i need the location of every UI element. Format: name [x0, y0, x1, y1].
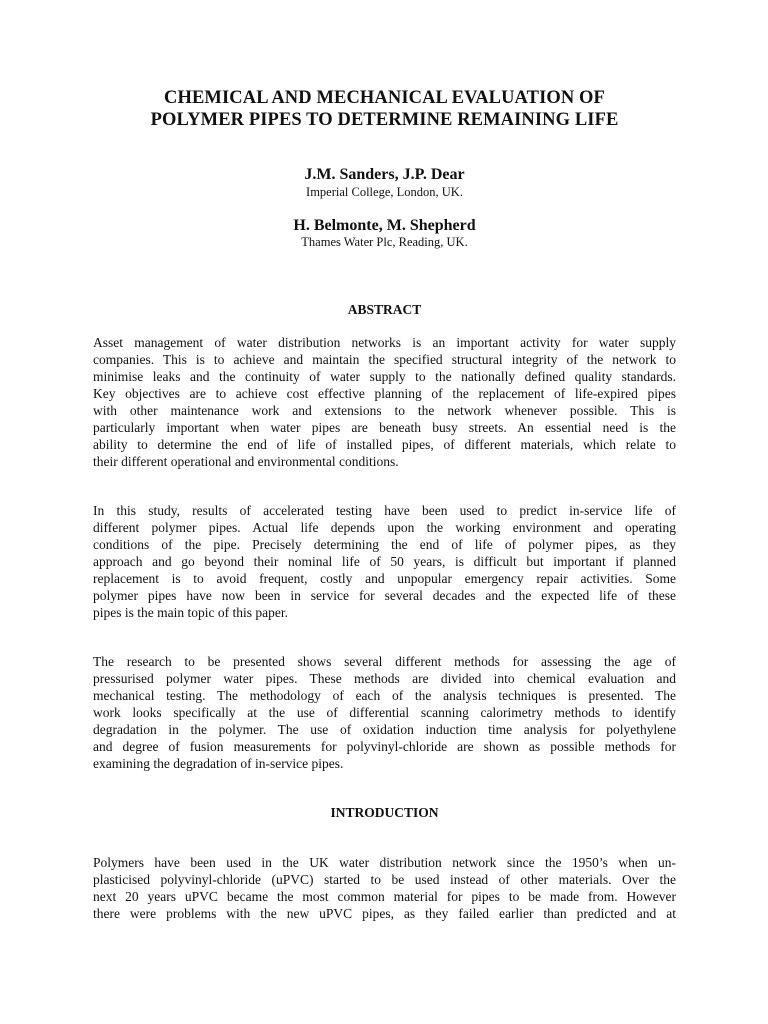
paper-title — [93, 87, 676, 131]
author-affiliation: Imperial College, London, UK. — [306, 185, 463, 199]
text-line: Asset management of water distribution networks is an important activity for water supply — [93, 335, 676, 350]
text-line: Polymers have been used in the UK water distribution network since the 1950’s when un- — [93, 855, 676, 870]
text-line: with other maintenance work and extensions to the network whenever possible. This is — [93, 403, 676, 418]
title-line: POLYMER PIPES TO DETERMINE REMAINING LIFE — [150, 110, 619, 130]
text-line: minimise leaks and the continuity of water supply to the nationally defined quality standards. — [93, 369, 676, 384]
author-affiliation: Thames Water Plc, Reading, UK. — [301, 235, 468, 249]
abstract-paragraph — [93, 502, 676, 621]
text-line: examining the degradation of in-service pipes. — [93, 756, 344, 771]
author-names: J.M. Sanders, J.P. Dear — [304, 166, 465, 183]
abstract-heading: ABSTRACT — [347, 302, 422, 317]
text-line: approach and go beyond their nominal life of 50 years, is difficult but important if planned — [93, 554, 676, 569]
text-line: and degree of fusion measurements for polyvinyl-chloride are shown as possible methods for — [93, 739, 676, 754]
text-line: pipes is the main topic of this paper. — [93, 605, 288, 620]
text-line: particularly important when water pipes are beneath busy streets. An essential need is the — [93, 420, 676, 435]
text-line: plasticised polyvinyl-chloride (uPVC) started to be used instead of other materials. Over the — [93, 872, 676, 887]
text-line: next 20 years uPVC became the most common material for pipes to be made from. However — [93, 889, 676, 904]
text-line: degradation in the polymer. The use of oxidation induction time analysis for polyethylene — [93, 722, 676, 737]
text-line: conditions of the pipe. Precisely determining the end of life of polymer pipes, as they — [93, 537, 676, 552]
abstract-paragraph — [93, 653, 676, 772]
text-line: In this study, results of accelerated testing have been used to predict in-service life of — [93, 503, 676, 518]
text-line: their different operational and environmental conditions. — [93, 454, 399, 469]
author-names: H. Belmonte, M. Shepherd — [293, 217, 476, 234]
title-line: CHEMICAL AND MECHANICAL EVALUATION OF — [164, 88, 605, 108]
abstract-paragraph — [93, 334, 676, 470]
text-line: replacement is to avoid frequent, costly and unpopular emergency repair activities. Some — [93, 571, 676, 586]
introduction-heading: INTRODUCTION — [330, 805, 439, 820]
text-line: The research to be presented shows several different methods for assessing the age of — [93, 654, 676, 669]
text-line: Key objectives are to achieve cost effective planning of the replacement of life-expired pipes — [93, 386, 676, 401]
text-line: polymer pipes have now been in service for several decades and the expected life of these — [93, 588, 676, 603]
introduction-paragraph — [93, 854, 676, 922]
text-line: companies. This is to achieve and maintain the specified structural integrity of the network to — [93, 352, 676, 367]
text-line: there were problems with the new uPVC pipes, as they failed earlier than predicted and at — [93, 906, 676, 921]
text-line: mechanical testing. The methodology of each of the analysis techniques is presented. The — [93, 688, 676, 703]
text-line: pressurised polymer water pipes. These methods are divided into chemical evaluation and — [93, 671, 676, 686]
text-line: different polymer pipes. Actual life depends upon the working environment and operating — [93, 520, 676, 535]
text-line: ability to determine the end of life of installed pipes, of different materials, which relate to — [93, 437, 676, 452]
text-line: work looks specifically at the use of differential scanning calorimetry methods to identify — [93, 705, 676, 720]
